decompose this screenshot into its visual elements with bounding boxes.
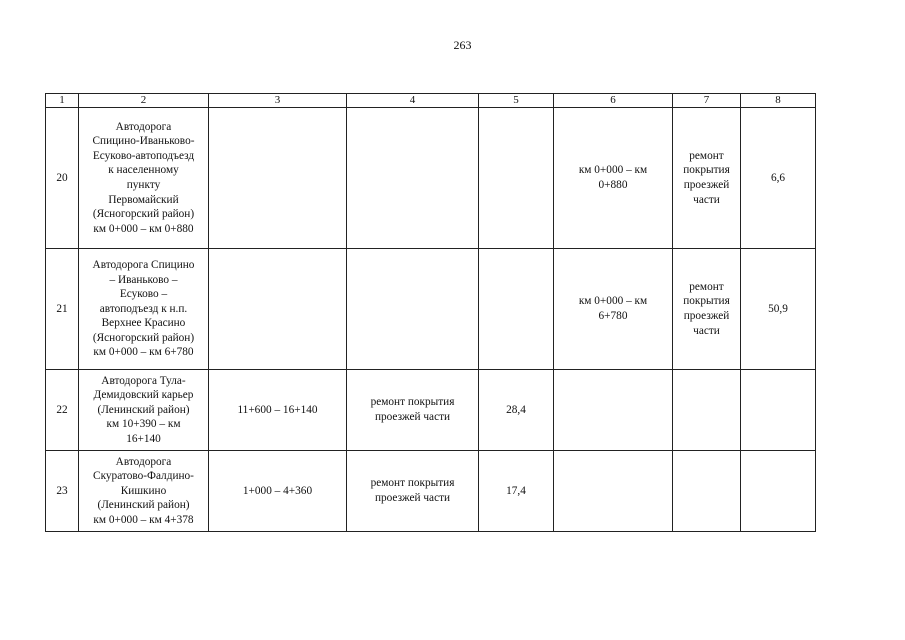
table-cell: ремонт покрытия проезжей части <box>673 249 741 370</box>
road-name-cell: Автодорога Тула- Демидовский карьер (Ленинский район) км 10+390 – км 16+140 <box>79 370 209 451</box>
table-cell <box>209 249 347 370</box>
road-name-cell: Автодорога Спицино – Иваньково – Есуково – автоподъезд к н.п. Верхнее Красино (Ясногорский район) км 0+000 – км 6+780 <box>79 249 209 370</box>
table-cell <box>209 108 347 249</box>
row-number: 22 <box>46 370 79 451</box>
table-cell <box>347 249 479 370</box>
table-row <box>46 370 816 451</box>
table-cell: км 0+000 – км 0+880 <box>554 108 673 249</box>
road-repair-table <box>45 93 816 532</box>
table-row <box>46 249 816 370</box>
table-cell <box>554 451 673 532</box>
table-cell <box>479 108 554 249</box>
table-cell: ремонт покрытия проезжей части <box>347 451 479 532</box>
column-header: 5 <box>479 94 554 108</box>
column-header: 2 <box>79 94 209 108</box>
road-name-cell: Автодорога Скуратово-Фалдино- Кишкино (Ленинский район) км 0+000 – км 4+378 <box>79 451 209 532</box>
row-number: 20 <box>46 108 79 249</box>
table-cell: 6,6 <box>741 108 816 249</box>
table-cell: 28,4 <box>479 370 554 451</box>
table-row <box>46 451 816 532</box>
table-cell: 1+000 – 4+360 <box>209 451 347 532</box>
column-header: 6 <box>554 94 673 108</box>
table-cell: 50,9 <box>741 249 816 370</box>
table-cell <box>741 451 816 532</box>
row-number: 21 <box>46 249 79 370</box>
table-cell <box>673 370 741 451</box>
table-cell: 11+600 – 16+140 <box>209 370 347 451</box>
table-cell: ремонт покрытия проезжей части <box>673 108 741 249</box>
table-row <box>46 108 816 249</box>
table-cell: 17,4 <box>479 451 554 532</box>
page-number: 263 <box>453 38 472 52</box>
table-cell <box>347 108 479 249</box>
table-cell <box>554 370 673 451</box>
row-number: 23 <box>46 451 79 532</box>
table-cell: ремонт покрытия проезжей части <box>347 370 479 451</box>
table-cell: км 0+000 – км 6+780 <box>554 249 673 370</box>
column-header: 4 <box>347 94 479 108</box>
table-cell <box>673 451 741 532</box>
table-cell <box>741 370 816 451</box>
column-header: 3 <box>209 94 347 108</box>
column-header: 1 <box>46 94 79 108</box>
table-header-row <box>46 94 816 108</box>
column-header: 7 <box>673 94 741 108</box>
table-cell <box>479 249 554 370</box>
column-header: 8 <box>741 94 816 108</box>
road-name-cell: Автодорога Спицино-Иваньково- Есуково-автоподъезд к населенному пункту Первомайский (Ясногорский район) км 0+000 – км 0+880 <box>79 108 209 249</box>
